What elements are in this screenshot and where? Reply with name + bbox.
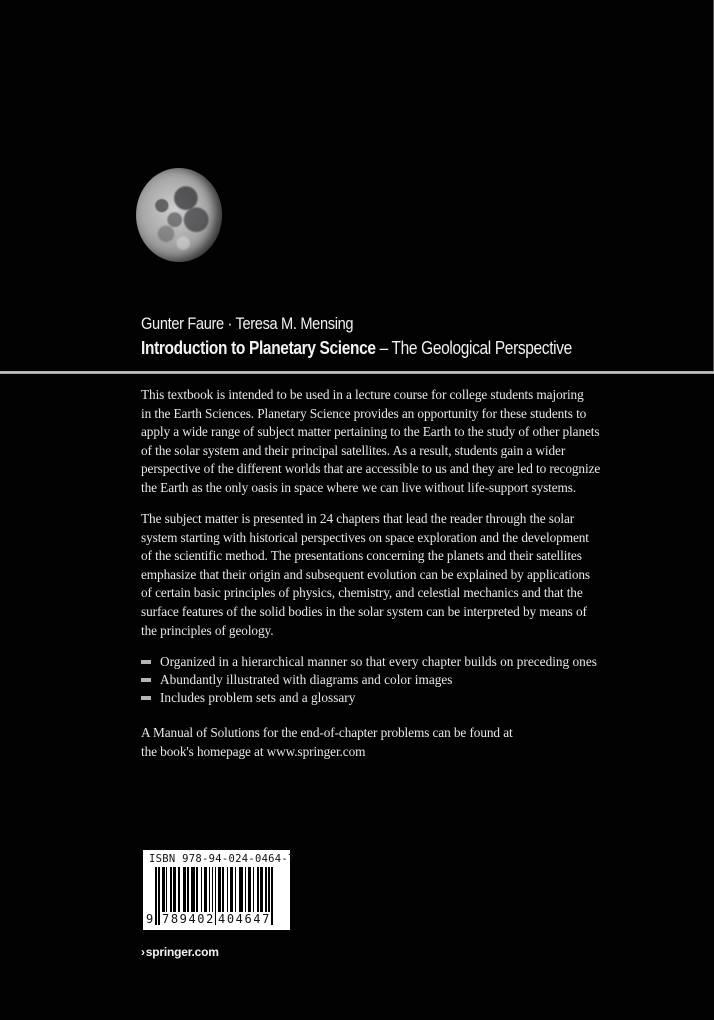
list-item-text: Abundantly illustrated with diagrams and color images	[160, 672, 453, 687]
text-line: of certain basic principles of physics, chemistry, and celestial mechanics and that the	[141, 585, 583, 601]
text-line: surface features of the solid bodies in the solar system can be interpreted by means of	[141, 603, 587, 619]
feature-list	[141, 653, 597, 707]
dash-bullet-icon	[141, 696, 151, 700]
list-item	[141, 671, 597, 689]
book-title	[141, 338, 572, 359]
text-line: system starting with historical perspectives on space exploration and the development	[141, 529, 589, 545]
divider	[0, 371, 714, 374]
blurb-paragraph-3	[141, 724, 581, 761]
isbn-barcode	[143, 850, 295, 930]
text-line: perspective of the different worlds that are accessible to us and they are led to recognize	[141, 461, 601, 477]
text-line: in the Earth Sciences. Planetary Science provides an opportunity for these students to	[141, 405, 587, 421]
text-line: the book's homepage at www.springer.com	[141, 743, 366, 759]
book-subtitle: – The Geological Perspective	[375, 338, 572, 358]
list-item	[141, 653, 597, 671]
book-title-main: Introduction to Planetary Science	[141, 338, 376, 358]
text-line: This textbook is intended to be used in a lecture course for college students majoring	[141, 387, 584, 402]
barcode-digit-first: 9	[146, 912, 154, 926]
barcode-digits-right: 404647	[218, 912, 271, 926]
text-line: the principles of geology.	[141, 622, 274, 638]
publisher-link-text: springer.com	[145, 945, 219, 959]
publisher-link[interactable]	[141, 945, 219, 959]
moon-image	[136, 168, 222, 262]
dash-bullet-icon	[141, 660, 151, 664]
authors: Gunter Faure · Teresa M. Mensing	[141, 314, 354, 333]
text-line: emphasize that their origin and subsequent evolution can be explained by applications	[141, 566, 591, 582]
barcode-digits-left: 789402	[162, 912, 215, 926]
text-line: A Manual of Solutions for the end-of-chapter problems can be found at	[141, 725, 513, 740]
dash-bullet-icon	[141, 678, 151, 682]
text-line: The subject matter is presented in 24 chapters that lead the reader through the solar	[141, 511, 575, 526]
text-line: the Earth as the only oasis in space where we can live without life-support systems.	[141, 479, 577, 495]
text-line: of the scientific method. The presentations concerning the planets and their satellites	[141, 548, 582, 564]
list-item	[141, 689, 597, 707]
list-item-text: Includes problem sets and a glossary	[160, 690, 356, 705]
isbn-label: ISBN 978-94-024-0464-7	[149, 853, 295, 865]
text-line: of the solar system and their principal satellites. As a result, students gain a wider	[141, 442, 566, 458]
text-line: apply a wide range of subject matter pertaining to the Earth to the study of other planets	[141, 424, 600, 440]
list-item-text: Organized in a hierarchical manner so that every chapter builds on preceding ones	[160, 654, 597, 669]
chevron-right-icon: ›	[141, 945, 145, 959]
blurb-paragraph-1	[141, 386, 601, 498]
blurb-paragraph-2	[141, 510, 591, 640]
